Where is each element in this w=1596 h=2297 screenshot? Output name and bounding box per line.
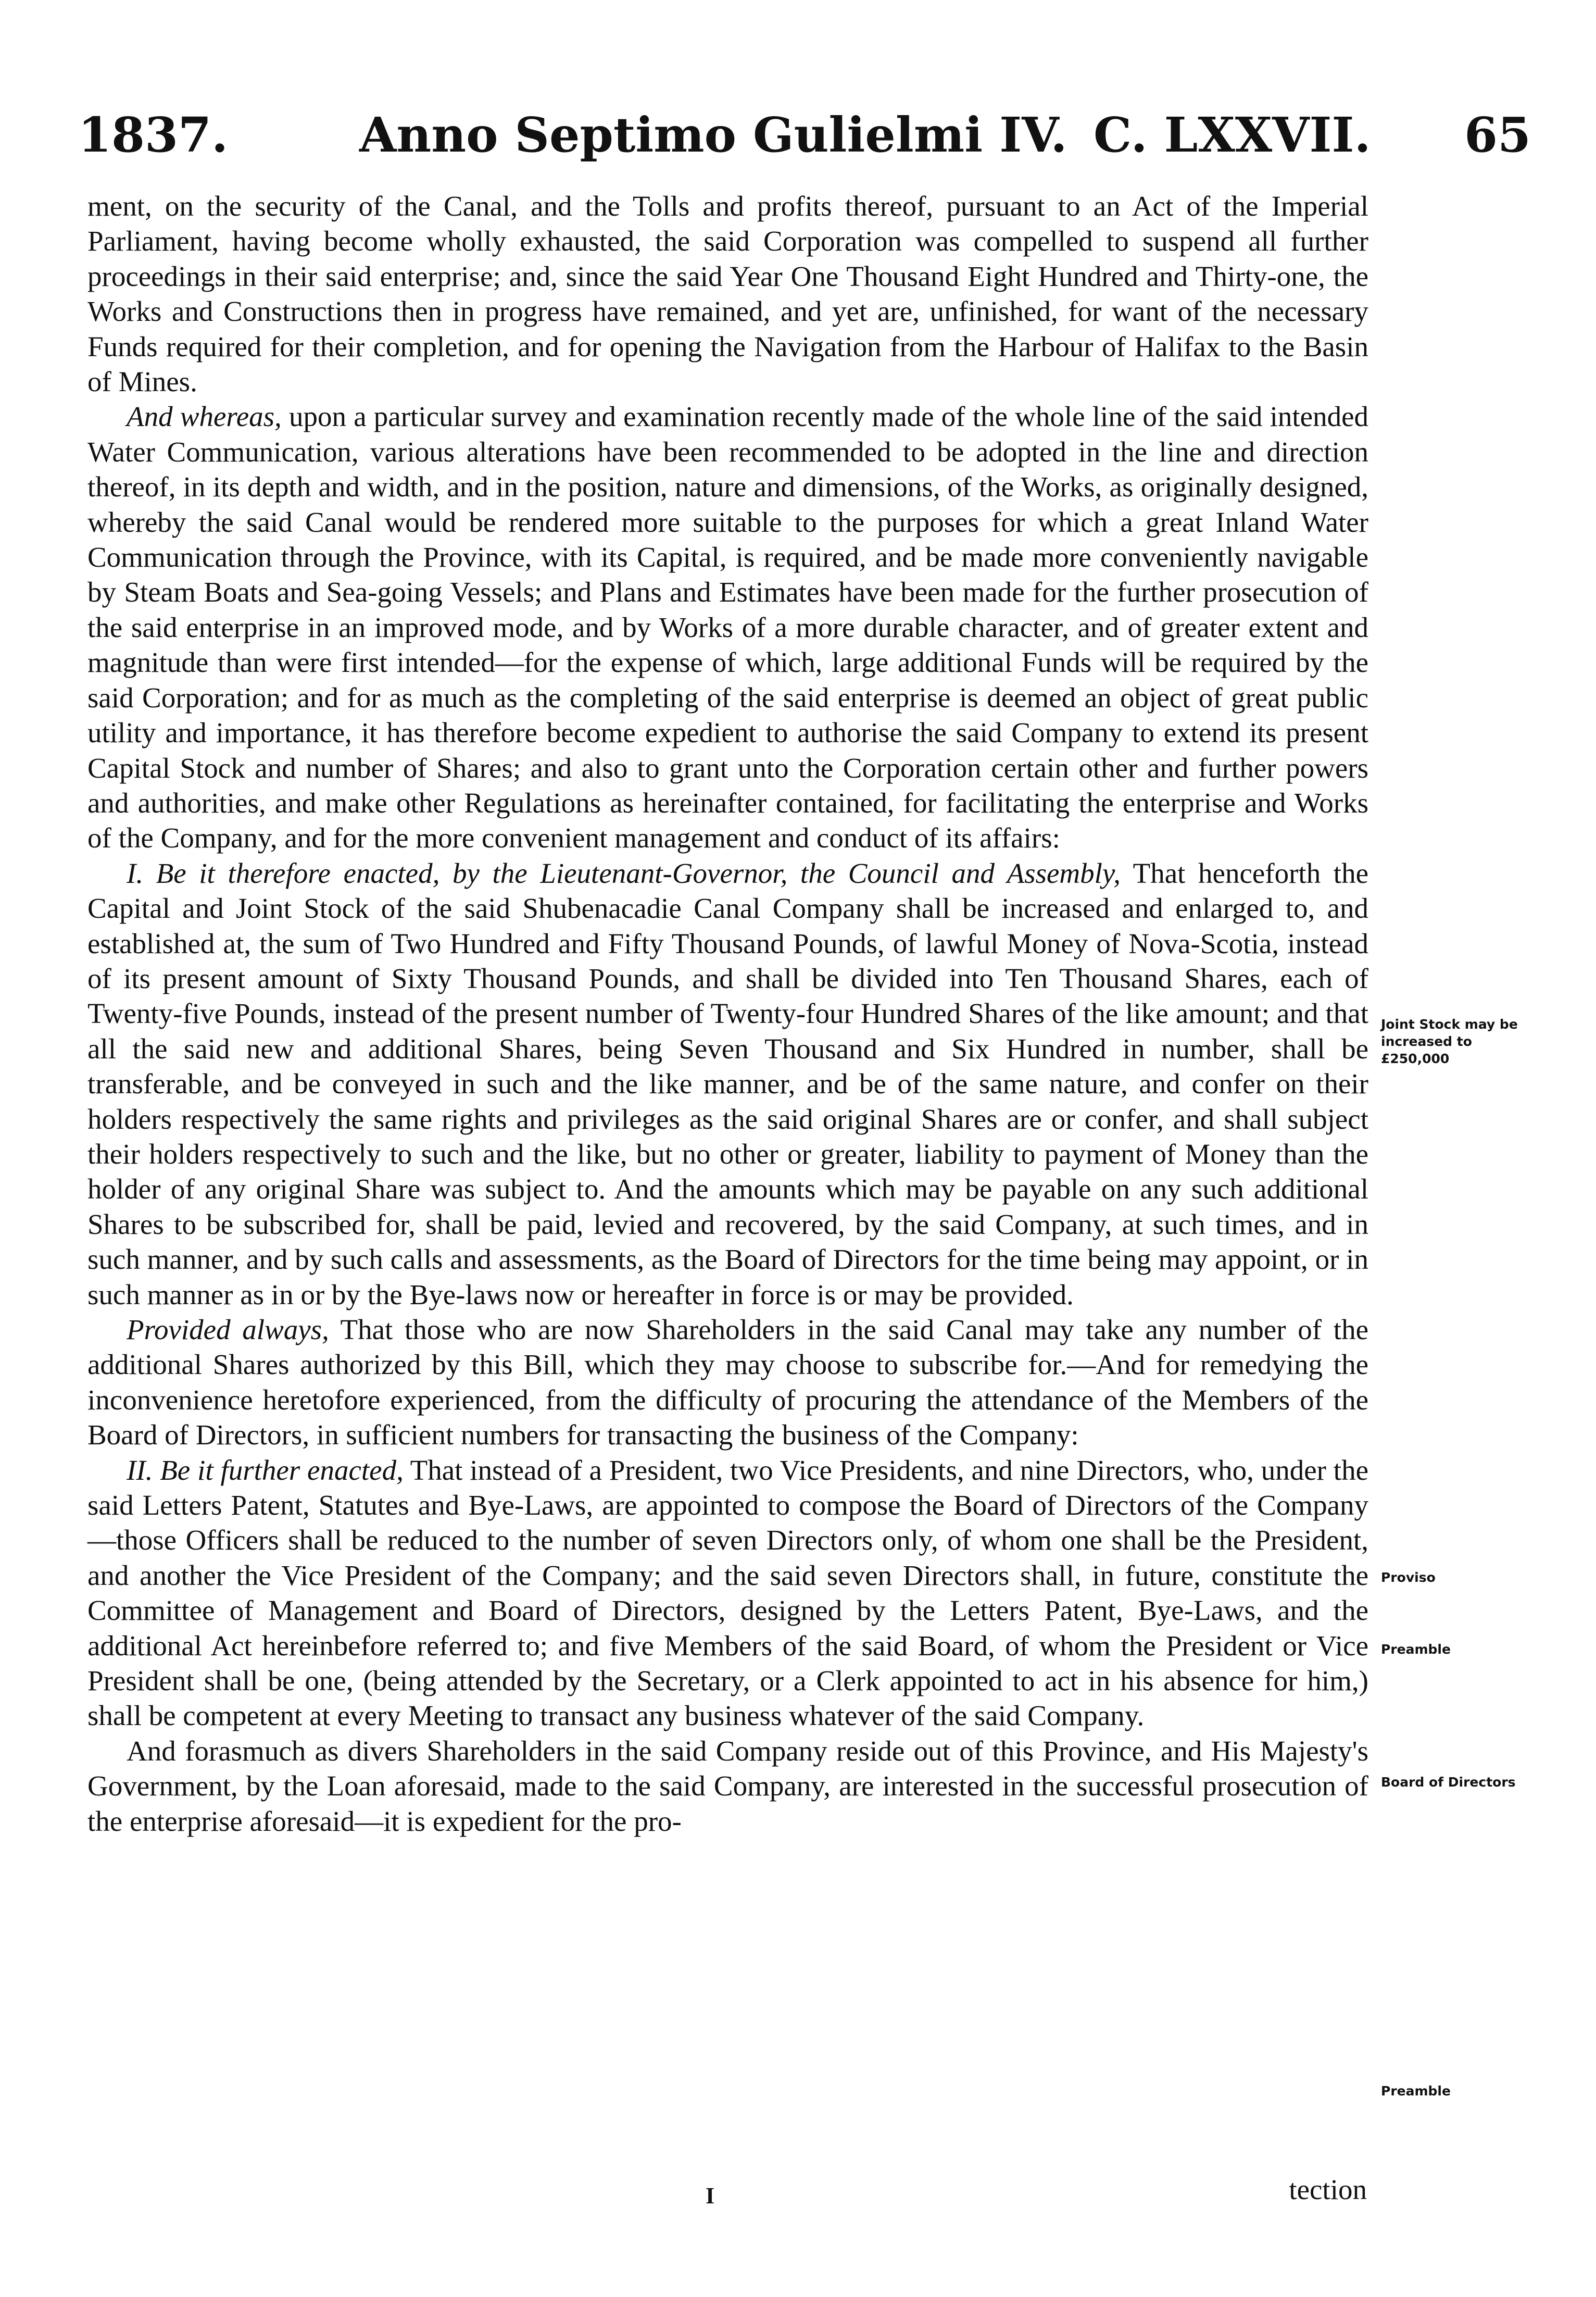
paragraph-lead: Provided always, (127, 1314, 329, 1345)
margin-note-board-of-directors: Board of Directors (1381, 1775, 1516, 1790)
section-ii (87, 1453, 1368, 1733)
paragraph-text: ment, on the security of the Canal, and the Tolls and profits thereof, pursuant to an Act of the Imperial Parliament, having become wholly exhausted, the said Corporation was compelled to suspend all further proceedings in their said enterprise; and, since the said Year One Thousand Eight Hundred and Thirty-one, the Works and Constructions then in progress have remained, and yet are, unfinished, for want of the necessary Funds required for their completion, and for opening the Navigation from the Harbour of Halifax to the Basin of Mines. (87, 190, 1368, 398)
paragraph-lead: And whereas, (127, 401, 282, 433)
signature-mark: I (706, 2183, 715, 2208)
running-header (78, 107, 1531, 164)
paragraph-lead: I. Be it therefore enacted, by the Lieutenant-Governor, the Council and Assembly, (127, 857, 1121, 889)
page-number: 65 (1464, 107, 1531, 163)
header-year: 1837. (78, 107, 229, 163)
section-i (87, 856, 1368, 1312)
margin-note-preamble: Preamble (1381, 1642, 1451, 1657)
paragraph-text: That those who are now Shareholders in the said Canal may take any number of the additional Shares authorized by this Bill, which they may choose to subscribe for.—And for remedying the inconvenience heretofore experienced, from the difficulty of procuring the attendance of the Members of the Board of Directors, in sufficient numbers for transacting the business of the Company: (87, 1314, 1368, 1451)
header-chapter: C. LXXVII. (1094, 107, 1371, 163)
header-title: Anno Septimo Gulielmi IV. (359, 107, 1067, 163)
paragraph-text: That instead of a President, two Vice Presidents, and nine Directors, who, under the said Letters Patent, Statutes and Bye-Laws, are appointed to compose the Board of Directors of the Company—those Officers shall be reduced to the number of seven Directors only, of whom one shall be the President, and another the Vice President of the Company; and the said seven Directors shall, in future, constitute the Committee of Management and Board of Directors, designed by the Letters Patent, Bye-Laws, and the additional Act hereinbefore referred to; and five Members of the said Board, of whom the President or Vice President shall be one, (being attended by the Secretary, or a Clerk appointed to act in his absence for him,) shall be competent at every Meeting to transact any business whatever of the said Company. (87, 1454, 1368, 1732)
paragraph-text: That henceforth the Capital and Joint Stock of the said Shubenacadie Canal Company shall be increased and enlarged to, and established at, the sum of Two Hundred and Fifty Thousand Pounds, of lawful Money of Nova-Scotia, instead of its present amount of Sixty Thousand Pounds, and shall be divided into Ten Thousand Shares, each of Twenty-five Pounds, instead of the present number of Twenty-four Hundred Shares of the like amount; and that all the said new and additional Shares, being Seven Thousand and Six Hundred in number, shall be transferable, and be conveyed in such and the like manner, and be of the same nature, and confer on their holders respectively the same rights and privileges as the said original Shares are or confer, and shall subject their holders respectively to such and the like, but no other or greater, liability to payment of Money than the holder of any original Share was subject to. And the amounts which may be payable on any such additional Shares to be subscribed for, shall be paid, levied and recovered, by the said Company, at such times, and in such manner, and by such calls and assessments, as the Board of Directors for the time being may appoint, or in such manner as in or by the Bye-laws now or hereafter in force is or may be provided. (87, 857, 1368, 1310)
paragraph-text: upon a particular survey and examination recently made of the whole line of the said intended Water Communication, various alterations have been recommended to be adopted in the line and direction thereof, in its depth and width, and in the position, nature and dimensions, of the Works, as originally designed, whereby the said Canal would be rendered more suitable to the purposes for which a great Inland Water Communication through the Province, with its Capital, is required, and be made more conveniently navigable by Steam Boats and Sea-going Vessels; and Plans and Estimates have been made for the further prosecution of the said enterprise in an improved mode, and by Works of a more durable character, and of greater extent and magnitude than were first intended—for the expense of which, large additional Funds will be required by the said Corporation; and for as much as the completing of the said enterprise is deemed an object of great public utility and importance, it has therefore become expedient to authorise the said Company to extend its present Capital Stock and number of Shares; and also to grant unto the Corporation certain other and further powers and authorities, and make other Regulations as hereinafter contained, for facilitating the enterprise and Works of the Company, and for the more convenient management and conduct of its affairs: (87, 401, 1368, 854)
margin-note-preamble-2: Preamble (1381, 2083, 1451, 2099)
body-text (87, 189, 1368, 1839)
paragraph-text: And forasmuch as divers Shareholders in the said Company reside out of this Province, and His Majesty's Government, by the Loan aforesaid, made to the said Company, are interested in the successful prosecution of the enterprise aforesaid—it is expedient for the pro- (87, 1734, 1368, 1837)
margin-note-joint-stock: Joint Stock may be increased to £250,000 (1381, 1017, 1518, 1066)
paragraph-forasmuch (87, 1733, 1368, 1839)
paragraph-proviso (87, 1312, 1368, 1453)
paragraph-lead: II. Be it further enacted, (127, 1454, 404, 1486)
paragraph-continuation (87, 189, 1368, 399)
margin-note-proviso: Proviso (1381, 1570, 1436, 1585)
paragraph-whereas (87, 399, 1368, 855)
catchword: tection (1289, 2174, 1367, 2205)
